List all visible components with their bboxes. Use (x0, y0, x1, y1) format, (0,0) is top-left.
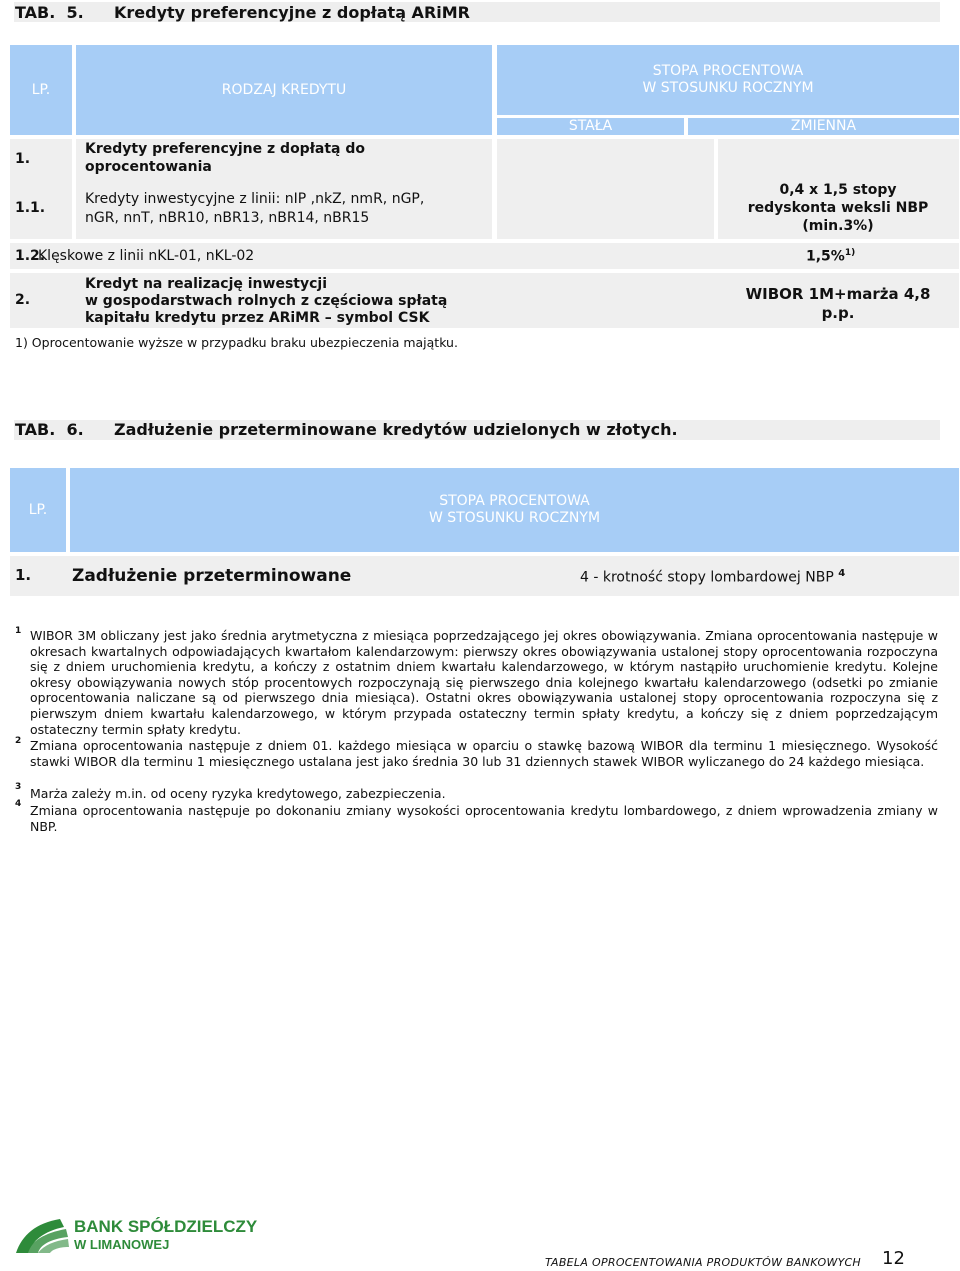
tab6-header-stopa-line1: STOPA PROCENTOWA (439, 493, 590, 509)
footnote-2-text: Zmiana oprocentowania następuje z dniem 01. każdego miesiąca w oparciu o stawkę bazową WIBOR dla terminu 1 miesięcznego. Wysokość stawki WIBOR dla terminu 1 miesięcznego ustalana jest jako średnia 30 lub 31 dziennych stawek WIBOR wyliczanego do 24 każdego miesiąca. (30, 738, 938, 769)
tab6-title: Zadłużenie przeterminowane kredytów udzielonych w złotych. (114, 420, 678, 439)
tab6-number: TAB. 6. (15, 420, 84, 439)
tab5-row11-name-line2: nGR, nnT, nBR10, nBR13, nBR14, nBR15 (85, 210, 370, 226)
tab5-row2-zmienna-line2: p.p. (821, 304, 855, 322)
tab6-row1-footnote-ref: 4 (838, 568, 846, 579)
tab5-row12-name: Klęskowe z linii nKL-01, nKL-02 (38, 248, 255, 264)
tab5-number: TAB. 5. (15, 3, 84, 22)
footer-caption: TABELA OPROCENTOWANIA PRODUKTÓW BANKOWYCH (545, 1256, 862, 1269)
tab6-header-stopa (70, 468, 959, 552)
tab5-row12-zmienna (806, 248, 855, 265)
footnote-2-mark: 2 (15, 736, 22, 746)
footnote-3-text: Marża zależy m.in. od oceny ryzyka kredytowego, zabezpieczenia. (30, 786, 446, 801)
tab5-row1-name (85, 140, 365, 176)
tab5-row12-zmienna-value: 1,5% (806, 248, 845, 265)
tab6-row1-lp: 1. (15, 566, 32, 584)
tab5-row2-zmienna-line1: WIBOR 1M+marża 4,8 (745, 285, 931, 303)
tab5-stala-cell-bg (497, 139, 714, 239)
tab5-title: Kredyty preferencyjne z dopłatą ARiMR (114, 3, 470, 22)
tab6-row1-name: Zadłużenie przeterminowane (72, 566, 352, 586)
tab5-row11-name-line1: Kredyty inwestycyjne z linii: nIP ,nkZ, nmR, nGP, (85, 191, 425, 207)
tab5-row11-zmienna-line1: 0,4 x 1,5 stopy (779, 182, 897, 198)
tab5-row1-name-line1: Kredyty preferencyjne z dopłatą do (85, 141, 365, 157)
tab5-row2-lp: 2. (15, 292, 31, 308)
footnote-4-text: Zmiana oprocentowania następuje po dokonaniu zmiany wysokości oprocentowania kredytu lombardowego, z dniem wprowadzenia zmiany w NBP. (30, 803, 938, 834)
tab5-row11-zmienna-line3: (min.3%) (802, 218, 874, 234)
footnote-4-mark: 4 (15, 799, 22, 809)
tab5-header-stopa (497, 45, 959, 115)
tab5-row2-name (85, 276, 447, 327)
tab5-header-stopa-line2: W STOSUNKU ROCZNYM (642, 80, 814, 96)
tab5-header-stopa-line1: STOPA PROCENTOWA (652, 63, 804, 79)
tab5-row2-name-line1: Kredyt na realizację inwestycji (85, 276, 327, 292)
bank-logo-icon (14, 1215, 70, 1255)
tab6-row1-value (580, 568, 845, 586)
footnote-1-text: WIBOR 3M obliczany jest jako średnia arytmetyczna z miesiąca poprzedzającego jej okres obowiązywania. Zmiana oprocentowania następuje w okresach kwartalnych odpowiadających kwartałom kalendarzowym: pierwszy okres obowiązywania ustalonej stopy oprocentowania rozpoczyna się z dniem uruchomienia kredytu, a kończy z ostatnim dniem kwartału kalendarzowego, w którym nastąpiło uruchomienie kredytu. Kolejne okresy obowiązywania nowych stóp procentowych rozpoczynają się pierwszego dnia kolejnego kwartału kalendarzowego (odsetki po zmianie oprocentowania naliczane są od pierwszego dnia miesiąca). Ostatni okres obowiązywania ustalonej stopy oprocentowania rozpoczyna się z pierwszym dniem kwartału kalendarzowego, w którym przypada ostateczny termin spłaty kredytu, a kończy się z dniem poprzedzającym ostateczny termin spłaty kredytu. (30, 628, 938, 737)
tab5-row2-name-line2: w gospodarstwach rolnych z częściowa spłatą (85, 293, 448, 309)
tab5-row2-zmienna (720, 285, 956, 323)
bank-logo-line1: BANK SPÓŁDZIELCZY (74, 1217, 258, 1236)
tab6-header-stopa-line2: W STOSUNKU ROCZNYM (428, 510, 601, 526)
tab5-note: 1) Oprocentowanie wyższe w przypadku braku ubezpieczenia majątku. (15, 335, 458, 350)
tab5-header-lp: LP. (10, 45, 72, 135)
bank-logo-line2: W LIMANOWEJ (74, 1237, 170, 1252)
tab5-header-stala: STAŁA (497, 118, 684, 135)
tab6-row1-value-text: 4 - krotność stopy lombardowej NBP (580, 569, 834, 586)
tab5-row1-name-line2: oprocentowania (85, 159, 212, 175)
tab5-header-rodzaj: RODZAJ KREDYTU (76, 45, 492, 135)
bank-logo (14, 1213, 258, 1257)
tab6-header-lp: LP. (10, 468, 66, 552)
tab5-row1-lp: 1. (15, 151, 31, 167)
tab5-row11-name (85, 190, 424, 228)
tab5-row11-zmienna (720, 181, 956, 235)
footnote-1-mark: 1 (15, 626, 22, 636)
tab5-row2-name-line3: kapitału kredytu przez ARiMR – symbol CSK (85, 310, 430, 326)
footnote-3-mark: 3 (15, 782, 22, 792)
page-number: 12 (882, 1248, 905, 1269)
tab5-row12-lp: 1.2. (15, 248, 46, 264)
tab5-row11-zmienna-line2: redyskonta weksli NBP (747, 200, 929, 216)
tab5-header-zmienna: ZMIENNA (688, 118, 959, 135)
tab5-row11-lp: 1.1. (15, 200, 46, 216)
tab5-row12-footnote-ref: 1) (844, 248, 856, 258)
